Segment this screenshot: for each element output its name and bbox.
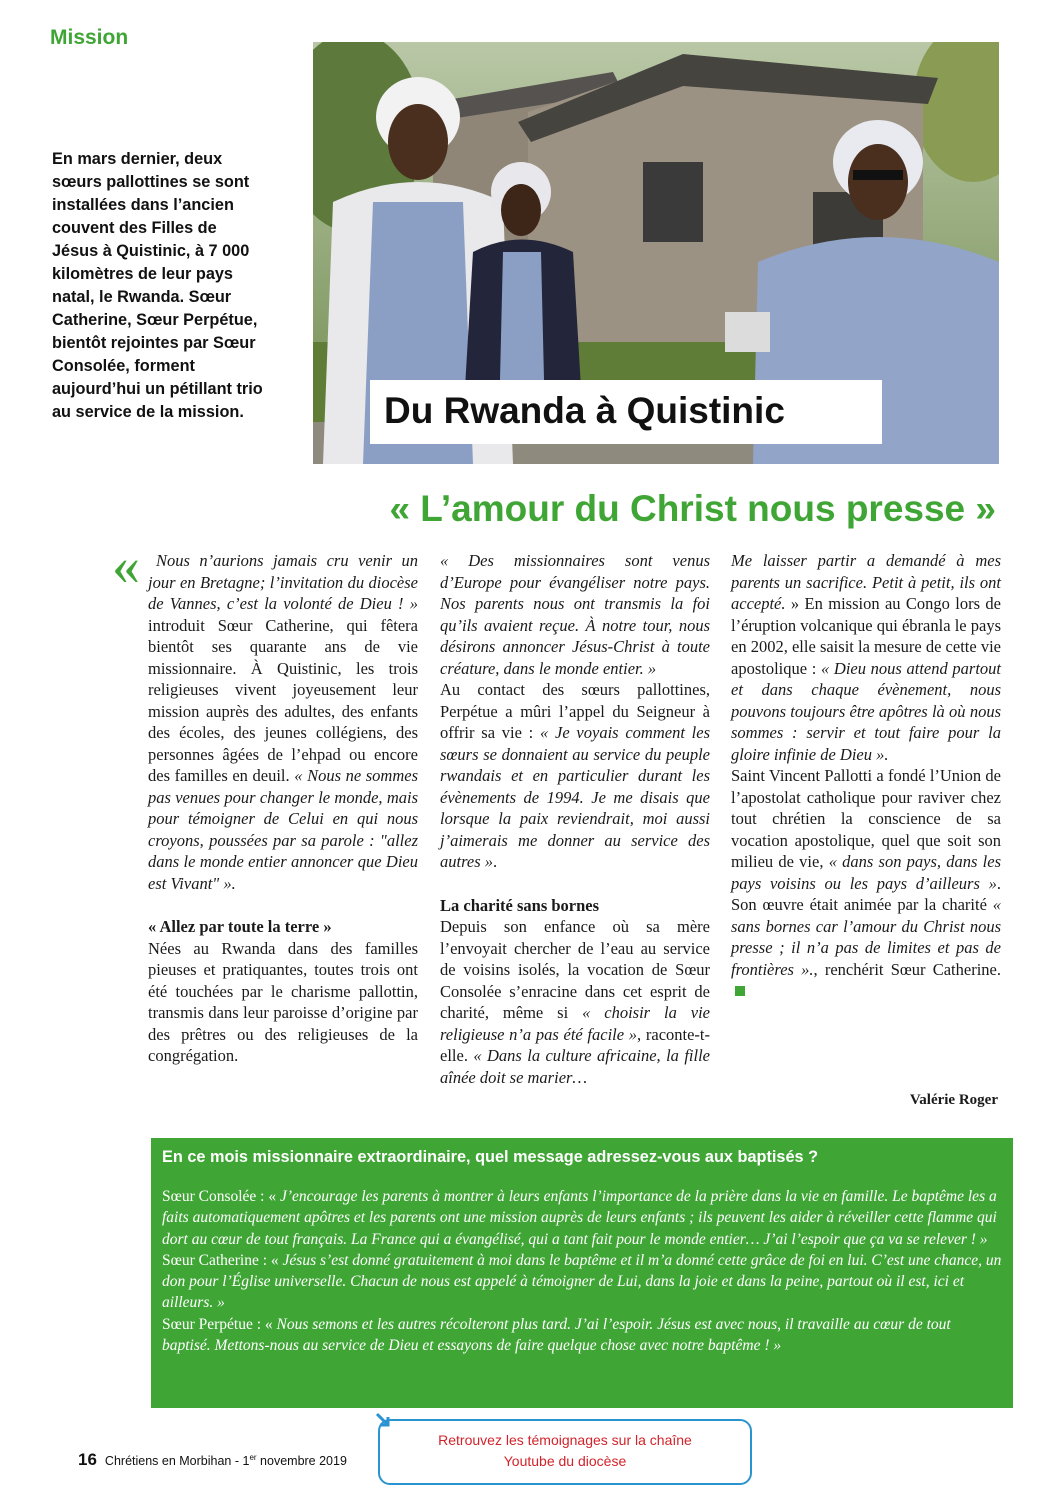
column-2-paragraph-3: Depuis son enfance où sa mère l’envoyait chercher de l’eau au service de voisins isolés, la vocation de Sœur Consolée s’enracine dans cet esprit de charité, même si « choisir la vie religieuse n’a pas été facile », raconte-t-elle. « Dans la culture africaine, la fille aînée doit se marier…: [440, 917, 711, 1087]
article-column-1: [148, 550, 418, 1067]
author-name: Valérie Roger: [909, 1092, 998, 1108]
testimony-item: Sœur Catherine : « Jésus s’est donné gratuitement à moi dans le baptême et il m’a donné cette grâce de foi en lui. C’est une chance, un don pour l’Église universelle. Chacun de nous est appelé à témoigner de Lui, dans la joie et dans la peine, partout où il est, ici et ailleurs. »: [162, 1251, 1002, 1312]
column-3-paragraph-2: Saint Vincent Pallotti a fondé l’Union de l’apostolat catholique pour raviver chez tout chrétien la conscience de sa vocation apostolique, quel que soit son milieu de vie, « dans son pays, dans les pays voisins ou les pays d’ailleurs ». Son œuvre était animée par la charité « sans bornes car l’amour du Christ nous presse ; il n’a pas de limites et pas de frontières »., renchérit Sœur Catherine.: [731, 765, 1001, 1002]
article-column-2: [440, 550, 710, 1088]
youtube-link-text[interactable]: Retrouvez les témoignages sur la chaîne Youtube du diocèse: [438, 1432, 692, 1469]
intro-paragraph: En mars dernier, deux sœurs pallottines se sont installées dans l’ancien couvent des Filles de Jésus à Quistinic, à 7 000 kilomètres de leur pays natal, le Rwanda. Sœur Catherine, Sœur Perpétue, bientôt rejointes par Sœur Consolée, forment aujourd’hui un pétillant trio au service de la mission.: [52, 150, 263, 421]
end-mark-icon: [735, 986, 745, 996]
sidebar-box-body: [162, 1186, 1002, 1356]
section-label: Mission: [50, 26, 129, 49]
column-2-paragraph-1: « Des missionnaires sont venus d’Europe pour évangéliser notre pays. Nos parents nous ont transmis la foi qu’ils avaient reçue. À notre tour, nous désirons annoncer Jésus-Christ à toute créature, dans le monde entier. »: [440, 551, 710, 678]
column-2-paragraph-2: Au contact des sœurs pallottines, Perpétue a mûri l’appel du Seigneur à offrir sa vie : « Je voyais comment les sœurs se donnaient au service du peuple rwandais et en particulier durant les évènements de 1994. Je me disais que lorsque la paix reviendrait, moi aussi j’aimerais me donner au service des autres ».: [440, 680, 710, 871]
publication-name: Chrétiens en Morbihan: [104, 1454, 232, 1468]
page-number: 16: [78, 1450, 97, 1469]
column-3-paragraph-1: Me laisser partir a demandé à mes parents un sacrifice. Petit à petit, ils ont accepté. » En mission au Congo lors de l’éruption volcanique qui ébranla le pays en 2002, elle saisit la mesure de cette vie apostolique : « Dieu nous attend partout et dans chaque évènement, nous pouvons toujours être apôtres là où nous sommes : servir et tout faire pour la gloire infinie de Dieu ».: [731, 551, 1002, 764]
column-1-paragraph-2: Nées au Rwanda dans des familles pieuses et pratiquantes, toutes trois ont été touchées par le charisme pallottin, transmis dans leur paroisse d’origine par des prêtres ou des religieuses de la congrégation.: [148, 938, 418, 1065]
testimony-item: Sœur Perpétue : « Nous semons et les autres récolteront plus tard. J’ai l’espoir. Jésus est avec nous, il travaille au cœur de tout baptisé. Mettons-nous au service de Dieu et essayons de faire quelque chose avec notre baptême ! »: [162, 1315, 951, 1355]
article-headline: « L’amour du Christ nous presse »: [389, 488, 996, 529]
publication-date: 1er novembre 2019: [242, 1452, 347, 1468]
open-quote-mark: «: [112, 535, 140, 597]
photo-title: Du Rwanda à Quistinic: [384, 390, 785, 431]
article-column-3: [731, 550, 1001, 1002]
arrow-down-right-icon: [374, 1411, 394, 1431]
sidebar-box-title: En ce mois missionnaire extraordinaire, quel message adressez-vous aux baptisés ?: [162, 1148, 819, 1166]
subheading-allez: « Allez par toute la terre »: [148, 917, 332, 936]
testimony-item: Sœur Consolée : « J’encourage les parents à montrer à leurs enfants l’importance de la prière dans la vie en famille. Le baptême les a faits automatiquement apôtres et les parents ont une mission auprès de leurs enfants ; ils peuvent les aider à réveiller cette flamme qui dort au cœur de tout français. La France qui a évangélisé, qui a tant fait pour le monde entier… J’ai l’espoir que ça va se relever ! »: [162, 1188, 997, 1248]
column-1-paragraph-1: Nous n’aurions jamais cru venir un jour en Bretagne; l’invitation du diocèse de Vannes, c’est la volonté de Dieu ! » introduit Sœur Catherine, qui fêtera bientôt ses quarante ans de vie missionnaire. À Quistinic, les trois religieuses vivent joyeusement leur mission auprès des adultes, des enfants des écoles, des jeunes collégiens, des personnes âgées de l’ehpad ou encore des familles en deuil. « Nous ne sommes pas venues pour changer le monde, mais pour témoigner de Celui en qui nous croyons, poussées par sa parole : "allez dans le monde entier annoncer que Dieu est Vivant" ».: [148, 551, 418, 893]
page-footer: 16 Chrétiens en Morbihan - 1er novembre 2019: [78, 1450, 347, 1469]
subheading-charite: La charité sans bornes: [440, 895, 600, 915]
